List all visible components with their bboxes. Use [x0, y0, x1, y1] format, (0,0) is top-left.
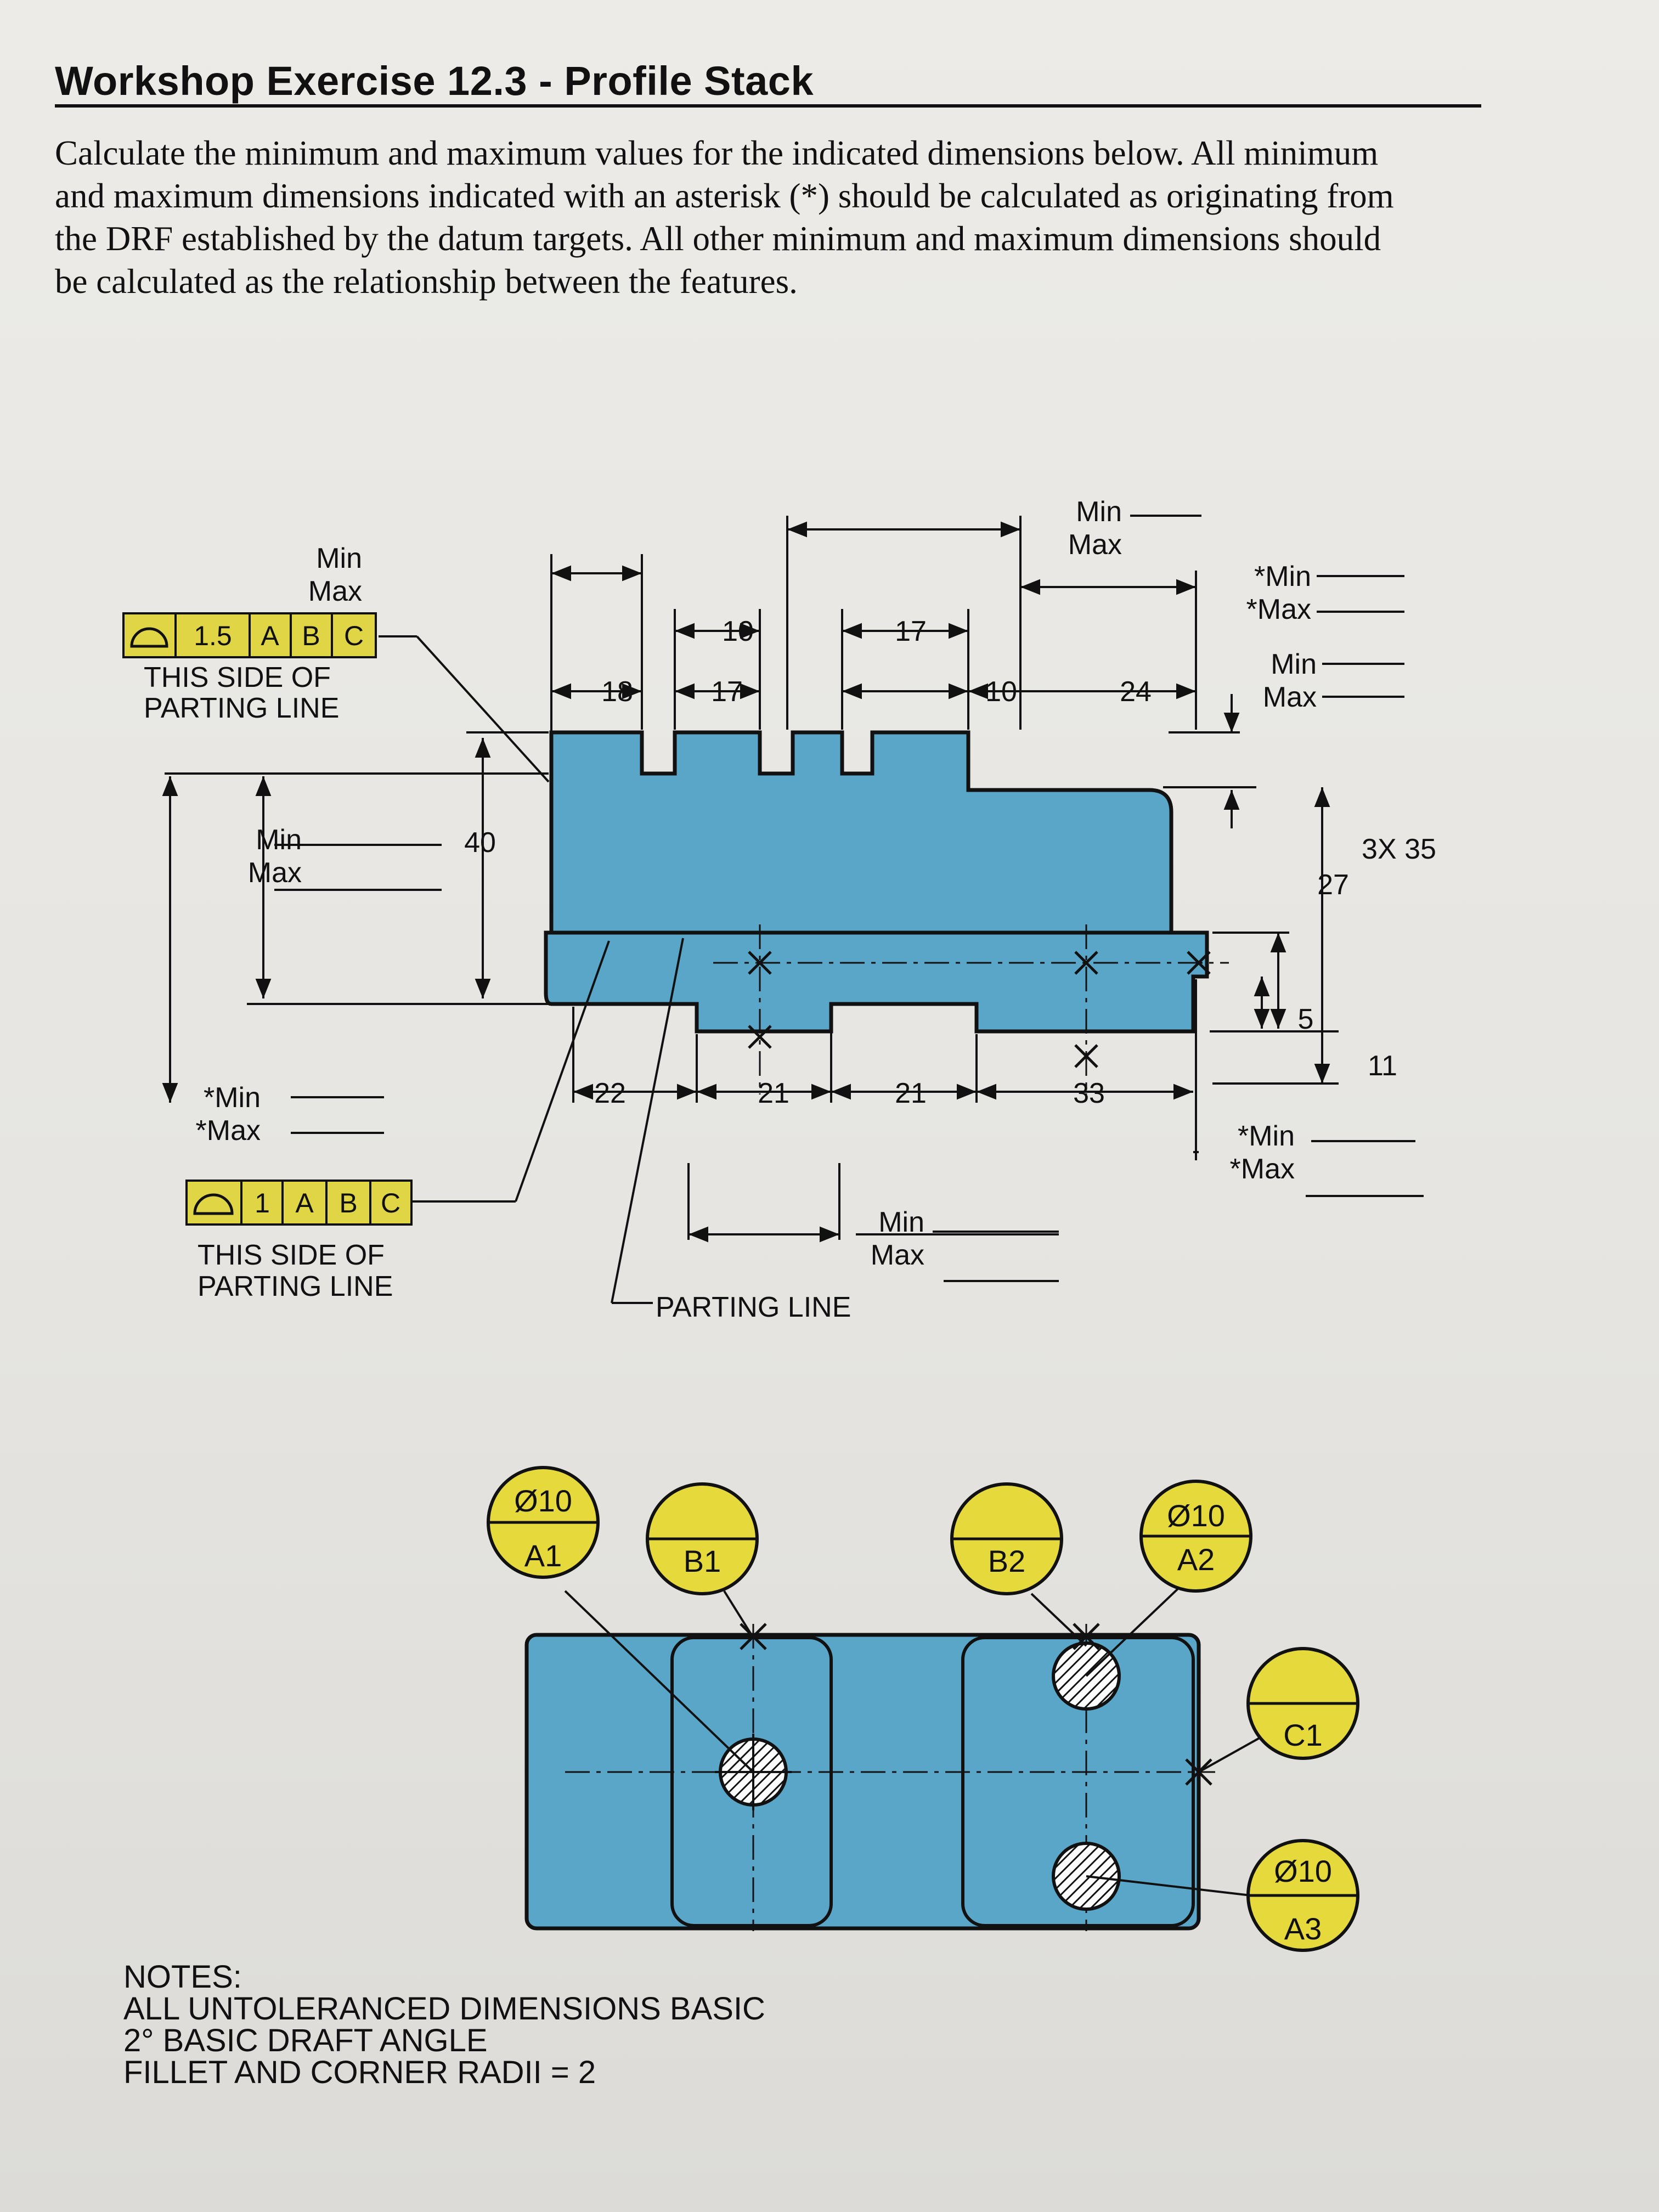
parting-line-label: PARTING LINE	[656, 1291, 851, 1323]
part-lower	[527, 1624, 1215, 1931]
this-side-label: PARTING LINE	[198, 1271, 393, 1302]
target-id: A3	[1284, 1911, 1322, 1946]
dim-18: 18	[601, 676, 633, 708]
page-title: Workshop Exercise 12.3 - Profile Stack	[55, 58, 814, 104]
dim-5: 5	[1297, 1003, 1314, 1035]
dim-10: 10	[985, 676, 1017, 708]
instructions-line: and maximum dimensions indicated with an asterisk (*) should be calculated as originating from	[55, 177, 1394, 215]
fcf-lower	[187, 1181, 411, 1302]
instructions-line: the DRF established by the datum targets. All other minimum and maximum dimensions should	[55, 219, 1381, 258]
target-id: A1	[524, 1538, 562, 1573]
label-max: Max	[308, 575, 362, 607]
dim-17: 17	[711, 676, 743, 708]
fcf-tolerance: 1.5	[194, 620, 232, 651]
label-star-min: *Min	[1237, 1120, 1295, 1152]
datum-target-A1	[488, 1468, 598, 1577]
label-min: Min	[316, 543, 362, 574]
this-side-label: THIS SIDE OF	[144, 662, 331, 693]
dim-27: 27	[1317, 869, 1349, 901]
label-star-max: *Max	[1246, 594, 1311, 625]
hole-callout: 3X 35	[1362, 833, 1436, 865]
fcf-datum: B	[339, 1188, 358, 1218]
label-min: Min	[1271, 648, 1317, 680]
label-star-max: *Max	[1229, 1153, 1295, 1185]
label-star-min: *Min	[203, 1082, 261, 1114]
label-star-min: *Min	[1254, 561, 1311, 592]
instructions-line: Calculate the minimum and maximum values for the indicated dimensions below. All minimum	[55, 134, 1379, 172]
fcf-datum: C	[380, 1188, 401, 1218]
dim-17-top: 17	[895, 616, 927, 647]
dim-11: 11	[1368, 1050, 1397, 1082]
target-size: Ø10	[1167, 1498, 1225, 1533]
target-id: C1	[1283, 1718, 1323, 1752]
dim-33: 33	[1073, 1077, 1105, 1109]
label-star-max: *Max	[195, 1115, 261, 1147]
dim-21a: 21	[758, 1077, 789, 1109]
fcf-tolerance: 1	[255, 1188, 270, 1218]
instructions-line: be calculated as the relationship between the features.	[55, 262, 798, 301]
dim-40: 40	[464, 827, 496, 859]
dim-22: 22	[594, 1077, 626, 1109]
target-id: B2	[988, 1544, 1026, 1578]
fcf-datum: C	[343, 620, 364, 651]
target-id: B1	[683, 1544, 721, 1578]
label-min: Min	[1076, 496, 1122, 528]
label-max: Max	[1068, 529, 1122, 561]
notes-line: ALL UNTOLERANCED DIMENSIONS BASIC	[123, 1991, 765, 2027]
dim-21b: 21	[895, 1077, 927, 1109]
label-min: Min	[256, 824, 302, 856]
notes-line: 2° BASIC DRAFT ANGLE	[123, 2023, 488, 2058]
label-max: Max	[247, 857, 302, 889]
fcf-upper	[123, 613, 376, 724]
fcf-datum: A	[261, 620, 279, 651]
target-id: A2	[1177, 1542, 1215, 1577]
dim-24: 24	[1120, 676, 1152, 708]
datum-target-A3	[1248, 1841, 1358, 1950]
dim-10-top: 10	[722, 616, 754, 647]
notes-line: FILLET AND CORNER RADII = 2	[123, 2055, 596, 2090]
target-size: Ø10	[514, 1483, 572, 1518]
notes	[123, 1961, 765, 2089]
datum-target-B2	[952, 1484, 1062, 1594]
datum-target-C1	[1248, 1649, 1358, 1758]
notes-heading: NOTES:	[123, 1959, 242, 1995]
datum-target-A2	[1141, 1481, 1251, 1591]
fcf-datum: A	[295, 1188, 314, 1218]
label-max: Max	[870, 1239, 924, 1271]
this-side-label: THIS SIDE OF	[198, 1239, 385, 1271]
target-size: Ø10	[1274, 1854, 1332, 1888]
label-max: Max	[1262, 681, 1317, 713]
part-upper	[546, 732, 1229, 1094]
label-min: Min	[878, 1206, 924, 1238]
fcf-datum: B	[302, 620, 320, 651]
datum-target-B1	[647, 1484, 757, 1594]
this-side-label: PARTING LINE	[144, 692, 340, 724]
